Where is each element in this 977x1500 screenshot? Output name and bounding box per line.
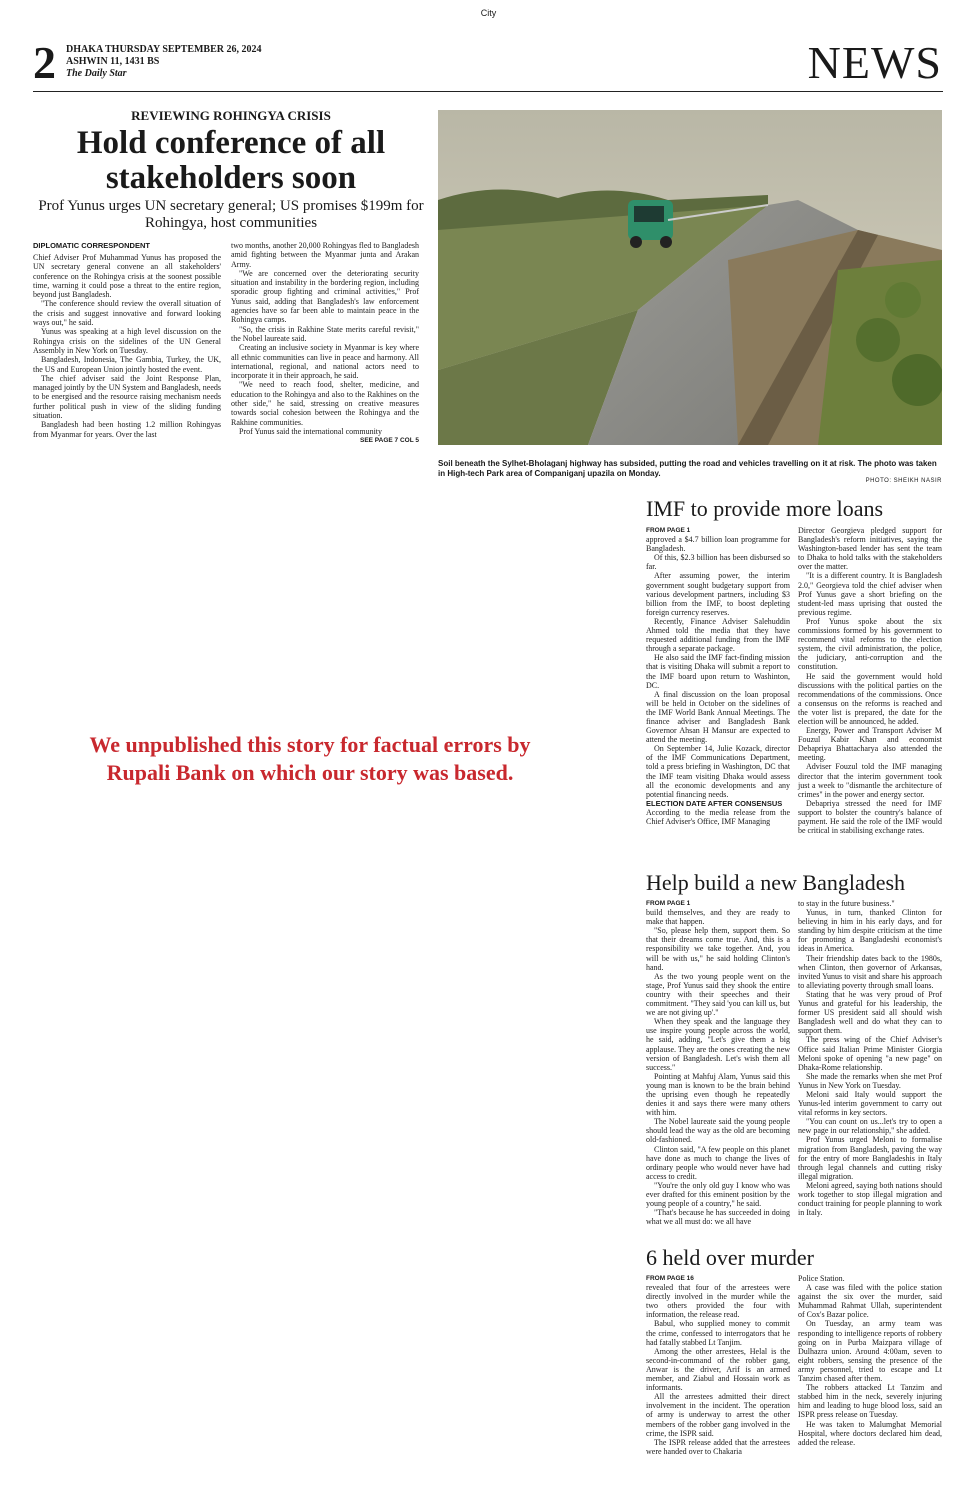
bangladesh-paragraph: "You can count on us...let's try to open a new page in our relationship," she added. <box>798 1117 942 1136</box>
dateline <box>66 44 262 80</box>
bangladesh-paragraph: The press wing of the Chief Adviser's Office said Italian Prime Minister Giorgia Meloni spoke of opening "a new page" on Dhaka-Rome relationship. <box>798 1035 942 1072</box>
bangladesh-paragraph: Pointing at Mahfuj Alam, Yunus said this young man is known to be the brain behind the uprising even though he repeatedly denies it and says there were many others with him. <box>646 1071 790 1118</box>
murder-paragraph: Among the other arrestees, Helal is the second-in-command of the robber gang, Anwar is the driver, Arif is an armed member, and Ziabul and Hossain work as informants. <box>646 1346 790 1393</box>
imf-paragraph: Adviser Fouzul told the IMF managing director that the interim government took just a week to "dismantle the architecture of crimes" in the power and energy sector. <box>798 762 942 799</box>
bangladesh-paragraph: "That's because he has succeeded in doing what we all must do: we all have <box>646 1208 790 1227</box>
murder-headline[interactable]: 6 held over murder <box>646 1245 814 1270</box>
murder-paragraph: He was taken to Malumghat Memorial Hospital, where doctors declared him dead, added the release. <box>798 1419 942 1447</box>
lead-paragraph: Prof Yunus said the international community <box>239 426 383 436</box>
murder-paragraph: Babul, who supplied money to commit the crime, confessed to interrogators that he had fatally stabbed Lt Tanjim. <box>646 1319 790 1347</box>
masthead-rule <box>33 91 943 92</box>
murder-paragraph: On Tuesday, an army team was responding to intelligence reports of robbery going on in Purba Maizpara village of Dulhazra union. Around 4:00am, seven to eight robbers, sensing the presence of the army personnel, tried to escape and Lt Tanzim chased after them. <box>798 1319 942 1384</box>
murder-col-1 <box>646 1274 790 1456</box>
lead-paragraph: "So, the crisis in Rakhine State merits careful revisit," the Nobel laureate said. <box>231 324 419 343</box>
bangladesh-paragraph: Yunus, in turn, thanked Clinton for believing in him in his early days, and for standing by him despite criticism at the time for promoting a Bangladeshi economist's ideas in America. <box>798 908 942 954</box>
bangladesh-paragraph: Meloni said Italy would support the Yunus-led interim government to carry out vital reforms in key sectors. <box>798 1089 942 1118</box>
imf-headline[interactable]: IMF to provide more loans <box>646 496 884 521</box>
lead-paragraph: Bangladesh, Indonesia, The Gambia, Turkey, the UK, the US and European Union jointly hosted the event. <box>33 355 221 374</box>
lead-paragraph: two months, another 20,000 Rohingyas fled to Bangladesh amid fighting between the Myanmar junta and Arakan Army. <box>231 241 419 269</box>
road-photo <box>438 110 942 445</box>
date-line: DHAKA THURSDAY SEPTEMBER 26, 2024 <box>66 44 262 55</box>
bangladesh-paragraph: "You're the only old guy I know who was ever drafted for this eminent position by the young people of a country," he said. <box>646 1180 790 1209</box>
bangladesh-paragraph: She made the remarks when she met Prof Yunus in New York on Tuesday. <box>798 1071 942 1090</box>
photo-caption: Soil beneath the Sylhet-Bholaganj highway has subsided, putting the road and vehicles travelling on it at risk. The photo was taken in High-tech Park area of Companiganj upazila on Monday. <box>438 459 937 478</box>
lead-paragraph: Creating an inclusive society in Myanmar is key where all ethnic communities can live in peace and harmony. All international, regional, and national actors need to incorporate it in their approach, he said. <box>231 343 419 381</box>
bangla-date: ASHWIN 11, 1431 BS <box>66 56 160 67</box>
imf-paragraph: "It is a different country. It is Bangladesh 2.0," Georgieva told the chief adviser when Prof Yunus gave a short briefing on the student-led mass uprising that ousted the previous regime. <box>798 571 942 617</box>
unpublished-notice: We unpublished this story for factual errors by Rupali Bank on which our story was based. <box>89 732 531 785</box>
section-title: NEWS <box>807 37 942 88</box>
bangladesh-paragraph: As the two young people went on the stage, Prof Yunus said they shook the entire country with their speeches and their commitment. "They said 'you can kill us, but we are not giving up'." <box>646 971 790 1018</box>
bangladesh-paragraph: The Nobel laureate said the young people should lead the way as the old are becoming old-fashioned. <box>646 1117 790 1145</box>
road-photo-illustration <box>438 110 942 445</box>
bangladesh-paragraph: Prof Yunus urged Meloni to formalise migration from Bangladesh, paving the way for the entry of more Bangladeshis in Italy through legal channels and cutting risky illegal migration. <box>798 1135 942 1181</box>
lead-kicker: REVIEWING ROHINGYA CRISIS <box>131 108 331 123</box>
imf-paragraph: According to the media release from the Chief Adviser's Office, IMF Managing <box>646 807 790 826</box>
murder-paragraph: The robbers attacked Lt Tanzim and stabbed him in the neck, severely injuring him and leading to huge blood loss, said an ISPR press release on Tuesday. <box>798 1383 942 1420</box>
imf-paragraph: A final discussion on the loan proposal will be held in October on the sidelines of the IMF World Bank Annual Meetings. The finance adviser and Bangladesh Bank Governor Ahsan H Mansur are expected to attend the meeting. <box>646 689 790 745</box>
photo-credit: PHOTO: SHEIKH NASIR <box>865 478 942 484</box>
bangladesh-paragraph: When they speak and the language they use inspire young people across the world, he said, adding, "Let's give them a big applause. They are the ones creating the new version of Bangladesh. Let's wish them all success." <box>646 1017 790 1072</box>
lead-paragraph: "We need to reach food, shelter, medicine, and education to the Rohingya and also to the Rakhines on the other side," he said, stressing on creative measures towards social cohesion between the Rohingya and the Rakhine communities. <box>231 380 419 427</box>
bangladesh-paragraph: to stay in the future business." <box>798 899 895 908</box>
imf-paragraph: After assuming power, the interim government sought budgetary support from various development partners, including $3 billion from the IMF, to boost depleting foreign currency reserves. <box>646 571 790 617</box>
bangladesh-col-2 <box>798 899 942 1217</box>
imf-paragraph: Prof Yunus spoke about the six commissions formed by his government to recommend vital reforms to the election system, the civil administration, the police, the judiciary, anti-corruption and the constitution. <box>798 616 942 672</box>
bangladesh-paragraph: Their friendship dates back to the 1980s, when Clinton, then governor of Arkansas, invited Yunus to visit and share his approach to alleviating poverty through small loans. <box>798 953 942 990</box>
lead-paragraph: "The conference should review the overall situation of the crisis and suggest innovative and forward looking ways out," he said. <box>33 299 221 328</box>
murder-paragraph: revealed that four of the arrestees were directly involved in the murder while the two others provided the four with information, the release read. <box>646 1283 790 1320</box>
lead-paragraph: "We are concerned over the deteriorating security situation and instability in the bordering region, including sporadic group fighting and criminal activities," Prof Yunus said, adding that Bangladesh's law enforcement agencies have so far been able to maintain peace in the Rohingya camps. <box>231 268 419 325</box>
murder-paragraph: A case was filed with the police station against the six over the murder, said Muhammad Rahmat Ullah, superintendent of Cox's Bazar police. <box>798 1283 942 1320</box>
imf-paragraph: approved a $4.7 billion loan programme for Bangladesh. <box>646 535 790 554</box>
lead-col-1 <box>33 253 221 439</box>
bangladesh-headline[interactable]: Help build a new Bangladesh <box>646 870 906 895</box>
lead-paragraph: Chief Adviser Prof Muhammad Yunus has proposed the UN secretary general convene an all stakeholders' conference on the Rohingya crisis at the soonest possible time, warning it could pose a threat to the entire region, beyond just Bangladesh. <box>33 253 221 300</box>
bangladesh-paragraph: "So, please help them, support them. So that their dreams come true. And, this is a responsibility we take together. And, you will be with us," he said holding Clinton's hand. <box>646 926 790 972</box>
imf-paragraph: He also said the IMF fact-finding mission that is visiting Dhaka will submit a report to the IMF board upon return to Washinton, DC. <box>646 653 790 690</box>
imf-paragraph: Debapriya stressed the need for IMF support to bolster the country's balance of payment. He said the role of the IMF would be critical in stabilising exchange rates. <box>798 798 942 836</box>
bangladesh-paragraph: build themselves, and they are ready to make that happen. <box>646 908 790 927</box>
lead-headline[interactable]: Hold conference of all stakeholders soon <box>76 125 386 196</box>
paper-logo: The Daily Star <box>66 68 127 79</box>
lead-paragraph: Yunus was speaking at a high level discussion on the Rohingya crisis on the sidelines of the UN General Assembly in New York on Tuesday. <box>33 327 221 355</box>
lead-deck: Prof Yunus urges UN secretary general; US promises $199m for Rohingya, host communities <box>38 198 424 231</box>
imf-paragraph: Energy, Power and Transport Adviser M Fouzul Kabir Khan and economist Debapriya Bhattacharya also attended the meeting. <box>798 726 942 763</box>
murder-paragraph: All the arrestees admitted their direct involvement in the incident. The operation of army is underway to arrest the other members of the robber gang involved in the crime, the ISPR said. <box>646 1392 790 1438</box>
imf-paragraph: On September 14, Julie Kozack, director of the IMF Communications Department, told a press briefing in Washington, DC that the IMF team visiting Dhaka would assess all the economic developments and any potential financing needs. <box>646 744 790 799</box>
bangladesh-paragraph: Meloni agreed, saying both nations should work together to stop illegal migration and conduct training for people planning to work in Italy. <box>798 1180 942 1218</box>
imf-paragraph: Recently, Finance Adviser Salehuddin Ahmed told the media that they have requested additional funding from the IMF through a separate package. <box>646 616 790 654</box>
lead-col-2 <box>231 241 419 446</box>
imf-paragraph: Director Georgieva pledged support for Bangladesh's reform initiatives, saying the Washington-based lender has sent the team to Dhaka to hold talks with the stakeholders over the matter. <box>798 526 942 572</box>
murder-col-2 <box>798 1274 942 1447</box>
imf-paragraph: He said the government would hold discussions with the political parties on the recommendations of the commissions. Once a consensus on the reforms is reached and the voter list is prepared, the date for the election will be announced, he added. <box>798 671 942 726</box>
lead-paragraph: Bangladesh had been hosting 1.2 million Rohingyas from Myanmar for years. Over the last <box>33 420 221 439</box>
lead-paragraph: The chief adviser said the Joint Response Plan, managed jointly by the UN System and Bangladesh, needs to be energised and the resource raising mechanism needs further political push in view of the sliding funding situation. <box>33 373 221 421</box>
bangladesh-paragraph: Clinton said, "A few people on this planet have done as much to change the lives of ordinary people who would never have had access to credit. <box>646 1144 790 1181</box>
imf-col-2 <box>798 526 942 835</box>
from-page: FROM PAGE 1 <box>646 527 691 534</box>
imf-subhead: ELECTION DATE AFTER CONSENSUS <box>646 798 783 808</box>
see-page-link[interactable]: SEE PAGE 7 COL 5 <box>359 437 419 445</box>
murder-paragraph: Police Station. <box>798 1274 845 1283</box>
imf-paragraph: Of this, $2.3 billion has been disbursed so far. <box>646 553 790 572</box>
imf-col-1 <box>646 526 790 826</box>
bangladesh-col-1 <box>646 899 790 1226</box>
byline: DIPLOMATIC CORRESPONDENT <box>33 241 150 250</box>
from-page: FROM PAGE 1 <box>646 900 691 907</box>
from-page: FROM PAGE 16 <box>646 1275 694 1282</box>
section-label: City <box>480 8 497 18</box>
murder-paragraph: The ISPR release added that the arrestees were handed over to Chakaria <box>646 1437 790 1456</box>
bangladesh-paragraph: Stating that he was very proud of Prof Yunus and grateful for his leadership, the former US president said all should wish Bangladesh well and do what they can to support them. <box>798 989 942 1036</box>
page-number: 2 <box>33 37 56 88</box>
